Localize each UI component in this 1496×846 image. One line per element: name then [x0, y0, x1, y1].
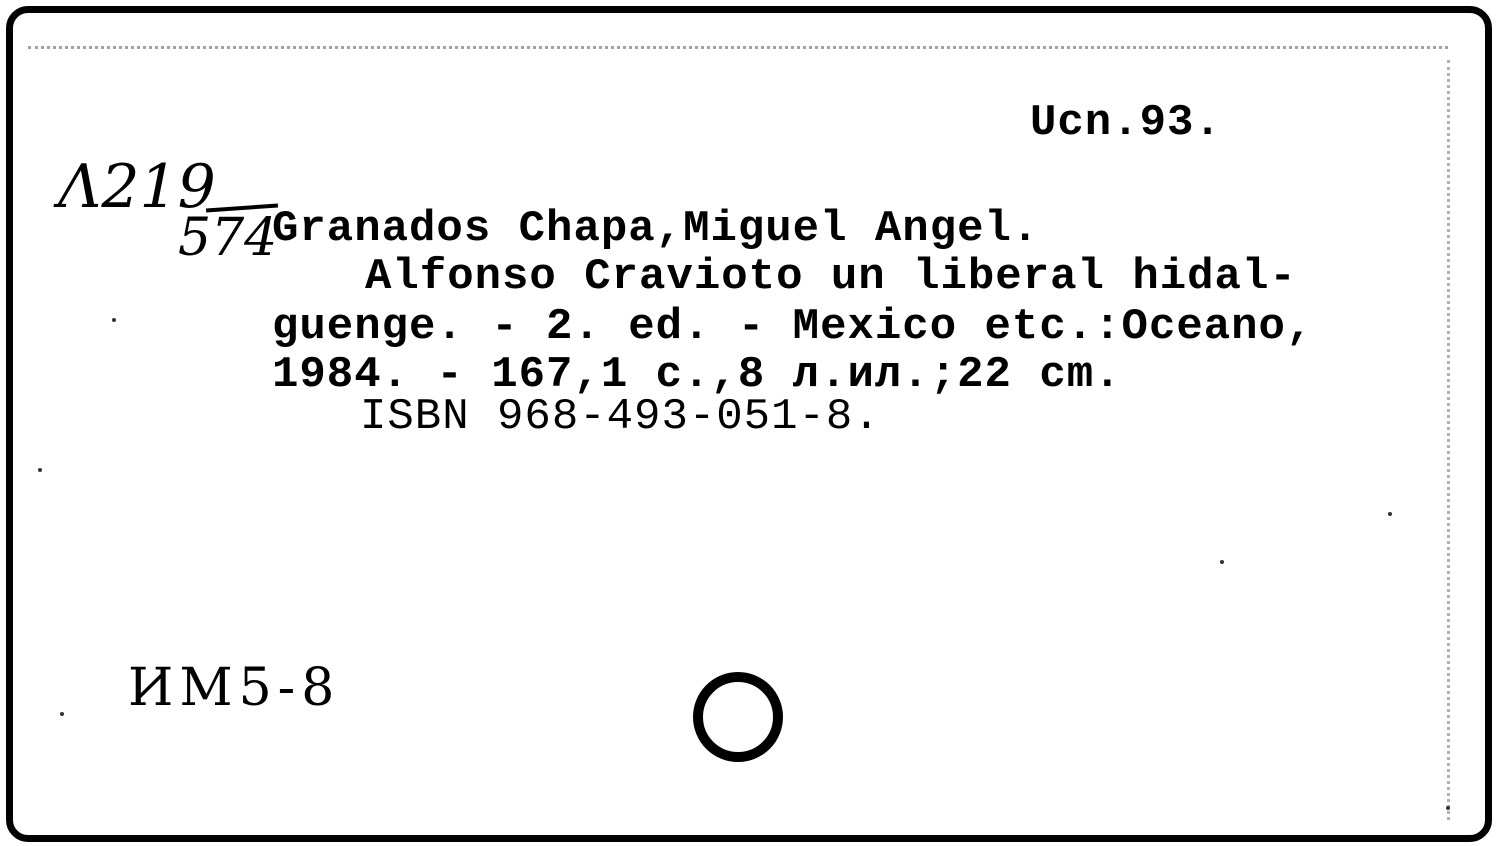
shelf-mark-bottom: 574 — [178, 208, 278, 268]
punch-hole — [693, 672, 783, 762]
card-right-ruling — [1447, 60, 1450, 820]
ink-speck — [112, 318, 116, 322]
ink-speck — [1388, 512, 1392, 516]
title-continuation: guenge. - 2. ed. - Mexico etc.:Oceano, — [272, 302, 1314, 352]
title-line: Alfonso Cravioto un liberal hidal- — [365, 252, 1297, 302]
call-number: Ucn.93. — [1030, 98, 1222, 148]
shelf-mark-top: Λ219 — [58, 152, 216, 222]
ink-speck — [38, 468, 42, 472]
ink-speck — [1220, 560, 1224, 564]
ink-speck — [1446, 806, 1450, 810]
inventory-number: ИМ5-8 — [128, 658, 341, 718]
author-heading: Granados Chapa,Miguel Angel. — [272, 204, 1040, 254]
ink-speck — [60, 712, 64, 716]
imprint-line: 1984. - 167,1 c.,8 л.ил.;22 cm. — [272, 350, 1122, 400]
card-top-ruling — [28, 46, 1448, 49]
isbn-line: ISBN 968-493-051-8. — [360, 392, 881, 442]
